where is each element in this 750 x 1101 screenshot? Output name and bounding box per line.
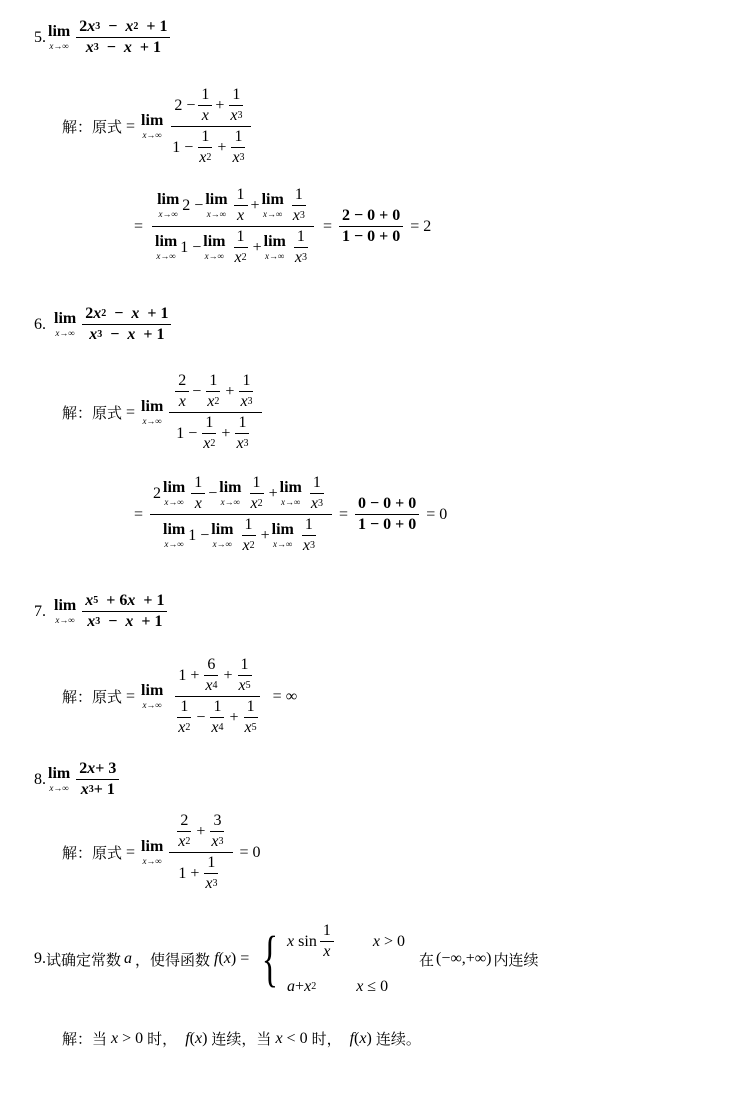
result-6: 0 bbox=[439, 505, 448, 523]
fraction: 2 x 2 + 3 x 3 1 + 1 x 3 bbox=[169, 812, 232, 893]
fraction: lim x→∞ 2 − lim x→∞ $\frac{1}{x}$ + lim x→∞ 1 x 3 lim x→∞ 1 − lim x→∞ 1 x 2 + lim x→∞ 1 x 3 bbox=[150, 186, 316, 267]
result-5: 2 bbox=[423, 217, 432, 235]
fraction: 1 + 6 x 4 + 1 x 5 1 x 2 − 1 x 4 + 1 x 5 bbox=[169, 656, 265, 737]
fraction: 2 x + 3 x 3 + 1 bbox=[76, 760, 119, 799]
problem-7: 7. lim x→∞ x 5 + 6 x + 1 x 3 − x + 1 bbox=[34, 592, 170, 631]
solution-6-step2: = 2 lim x→∞ $\frac{1}{x}$ − lim x→∞ 1 x 2 + lim x→∞ 1 x 3 lim x→∞ 1 − lim x→∞ 1 x 2 + lim x→∞ 1 x 3 = $\frac{0 - 0 + 0}{1 - 0 + 0}$ = 0 bbox=[134, 474, 448, 554]
problem-number: 9. bbox=[34, 950, 46, 967]
problem-5: 5. lim x→∞ 2 x 3 − x 2 + 1 x 3 − x + 1 bbox=[34, 18, 173, 57]
problem-number: 5. bbox=[34, 28, 46, 46]
solution-label: 解：原式 bbox=[62, 844, 123, 862]
piecewise-cases: x sin $\frac{1}{x}$ x > 0 a + x 2 x ≤ 0 bbox=[287, 922, 405, 995]
result-7: ∞ bbox=[285, 687, 298, 705]
solution-9: 解： 当 x > 0 时， f(x) 连续， 当 x < 0 时， f(x) 连续。 bbox=[62, 1029, 421, 1048]
solution-label: 解：原式 bbox=[62, 118, 123, 136]
solution-6-step1: 解：原式 = lim x→∞ $\frac{2}{x}$ − 1 x 2 + 1 x 3 1 − 1 x 2 + 1 x 3 bbox=[62, 372, 265, 453]
problem-6: 6. lim x→∞ 2 x 2 − x + 1 x 3 − x + 1 bbox=[34, 305, 174, 344]
problem-9: 9. 试确定常数 a ，使得函数 f ( x ) = { x sin $\frac{1}{x}$ x > 0 a + x 2 x ≤ 0 在 (−∞,+∞) 内连续 bbox=[34, 922, 539, 995]
fraction: 2 x 2 − x + 1 x 3 − x + 1 bbox=[82, 305, 171, 344]
fraction: 2 lim x→∞ $\frac{1}{x}$ − lim x→∞ 1 x 2 + lim x→∞ 1 x 3 lim x→∞ 1 − lim x→∞ 1 x 2 + lim x→∞ 1 x 3 bbox=[150, 474, 332, 555]
problem-number: 7. bbox=[34, 602, 46, 620]
fraction: $\frac{2}{x}$ − 1 x 2 + 1 x 3 1 − 1 x 2 + 1 x 3 bbox=[169, 372, 261, 453]
fraction: x 5 + 6 x + 1 x 3 − x + 1 bbox=[82, 592, 167, 631]
problem-number: 8. bbox=[34, 770, 46, 788]
solution-5-step1: 解：原式 = lim x→∞ 2 − $\frac{1}{x}$ + 1 x 3 1 − 1 x 2 + 1 x 3 bbox=[62, 86, 257, 167]
solution-8: 解：原式 = lim x→∞ 2 x 2 + 3 x 3 1 + 1 x 3 = 0 bbox=[62, 812, 261, 892]
problem-8: 8. lim x→∞ 2 x + 3 x 3 + 1 bbox=[34, 760, 122, 799]
solution-label: 解：原式 bbox=[62, 404, 123, 422]
solution-5-step2: = lim x→∞ 2 − lim x→∞ $\frac{1}{x}$ + lim x→∞ 1 x 3 lim x→∞ 1 − lim x→∞ 1 x 2 + lim x→∞ 1 x 3 = $\frac{2 - 0 + 0}{1 - 0 + 0}$ = 2 bbox=[134, 186, 432, 266]
problem-number: 6. bbox=[34, 315, 46, 333]
solution-label: 解：原式 bbox=[62, 688, 123, 706]
fraction: 2 x 3 − x 2 + 1 x 3 − x + 1 bbox=[76, 18, 170, 57]
solution-7: 解：原式 = lim x→∞ 1 + 6 x 4 + 1 x 5 1 x 2 − 1 x 4 + 1 x 5 = ∞ bbox=[62, 656, 298, 736]
result-8: 0 bbox=[252, 843, 261, 861]
fraction: 2 − $\frac{1}{x}$ + 1 x 3 1 − 1 x 2 + 1 x 3 bbox=[169, 86, 253, 167]
